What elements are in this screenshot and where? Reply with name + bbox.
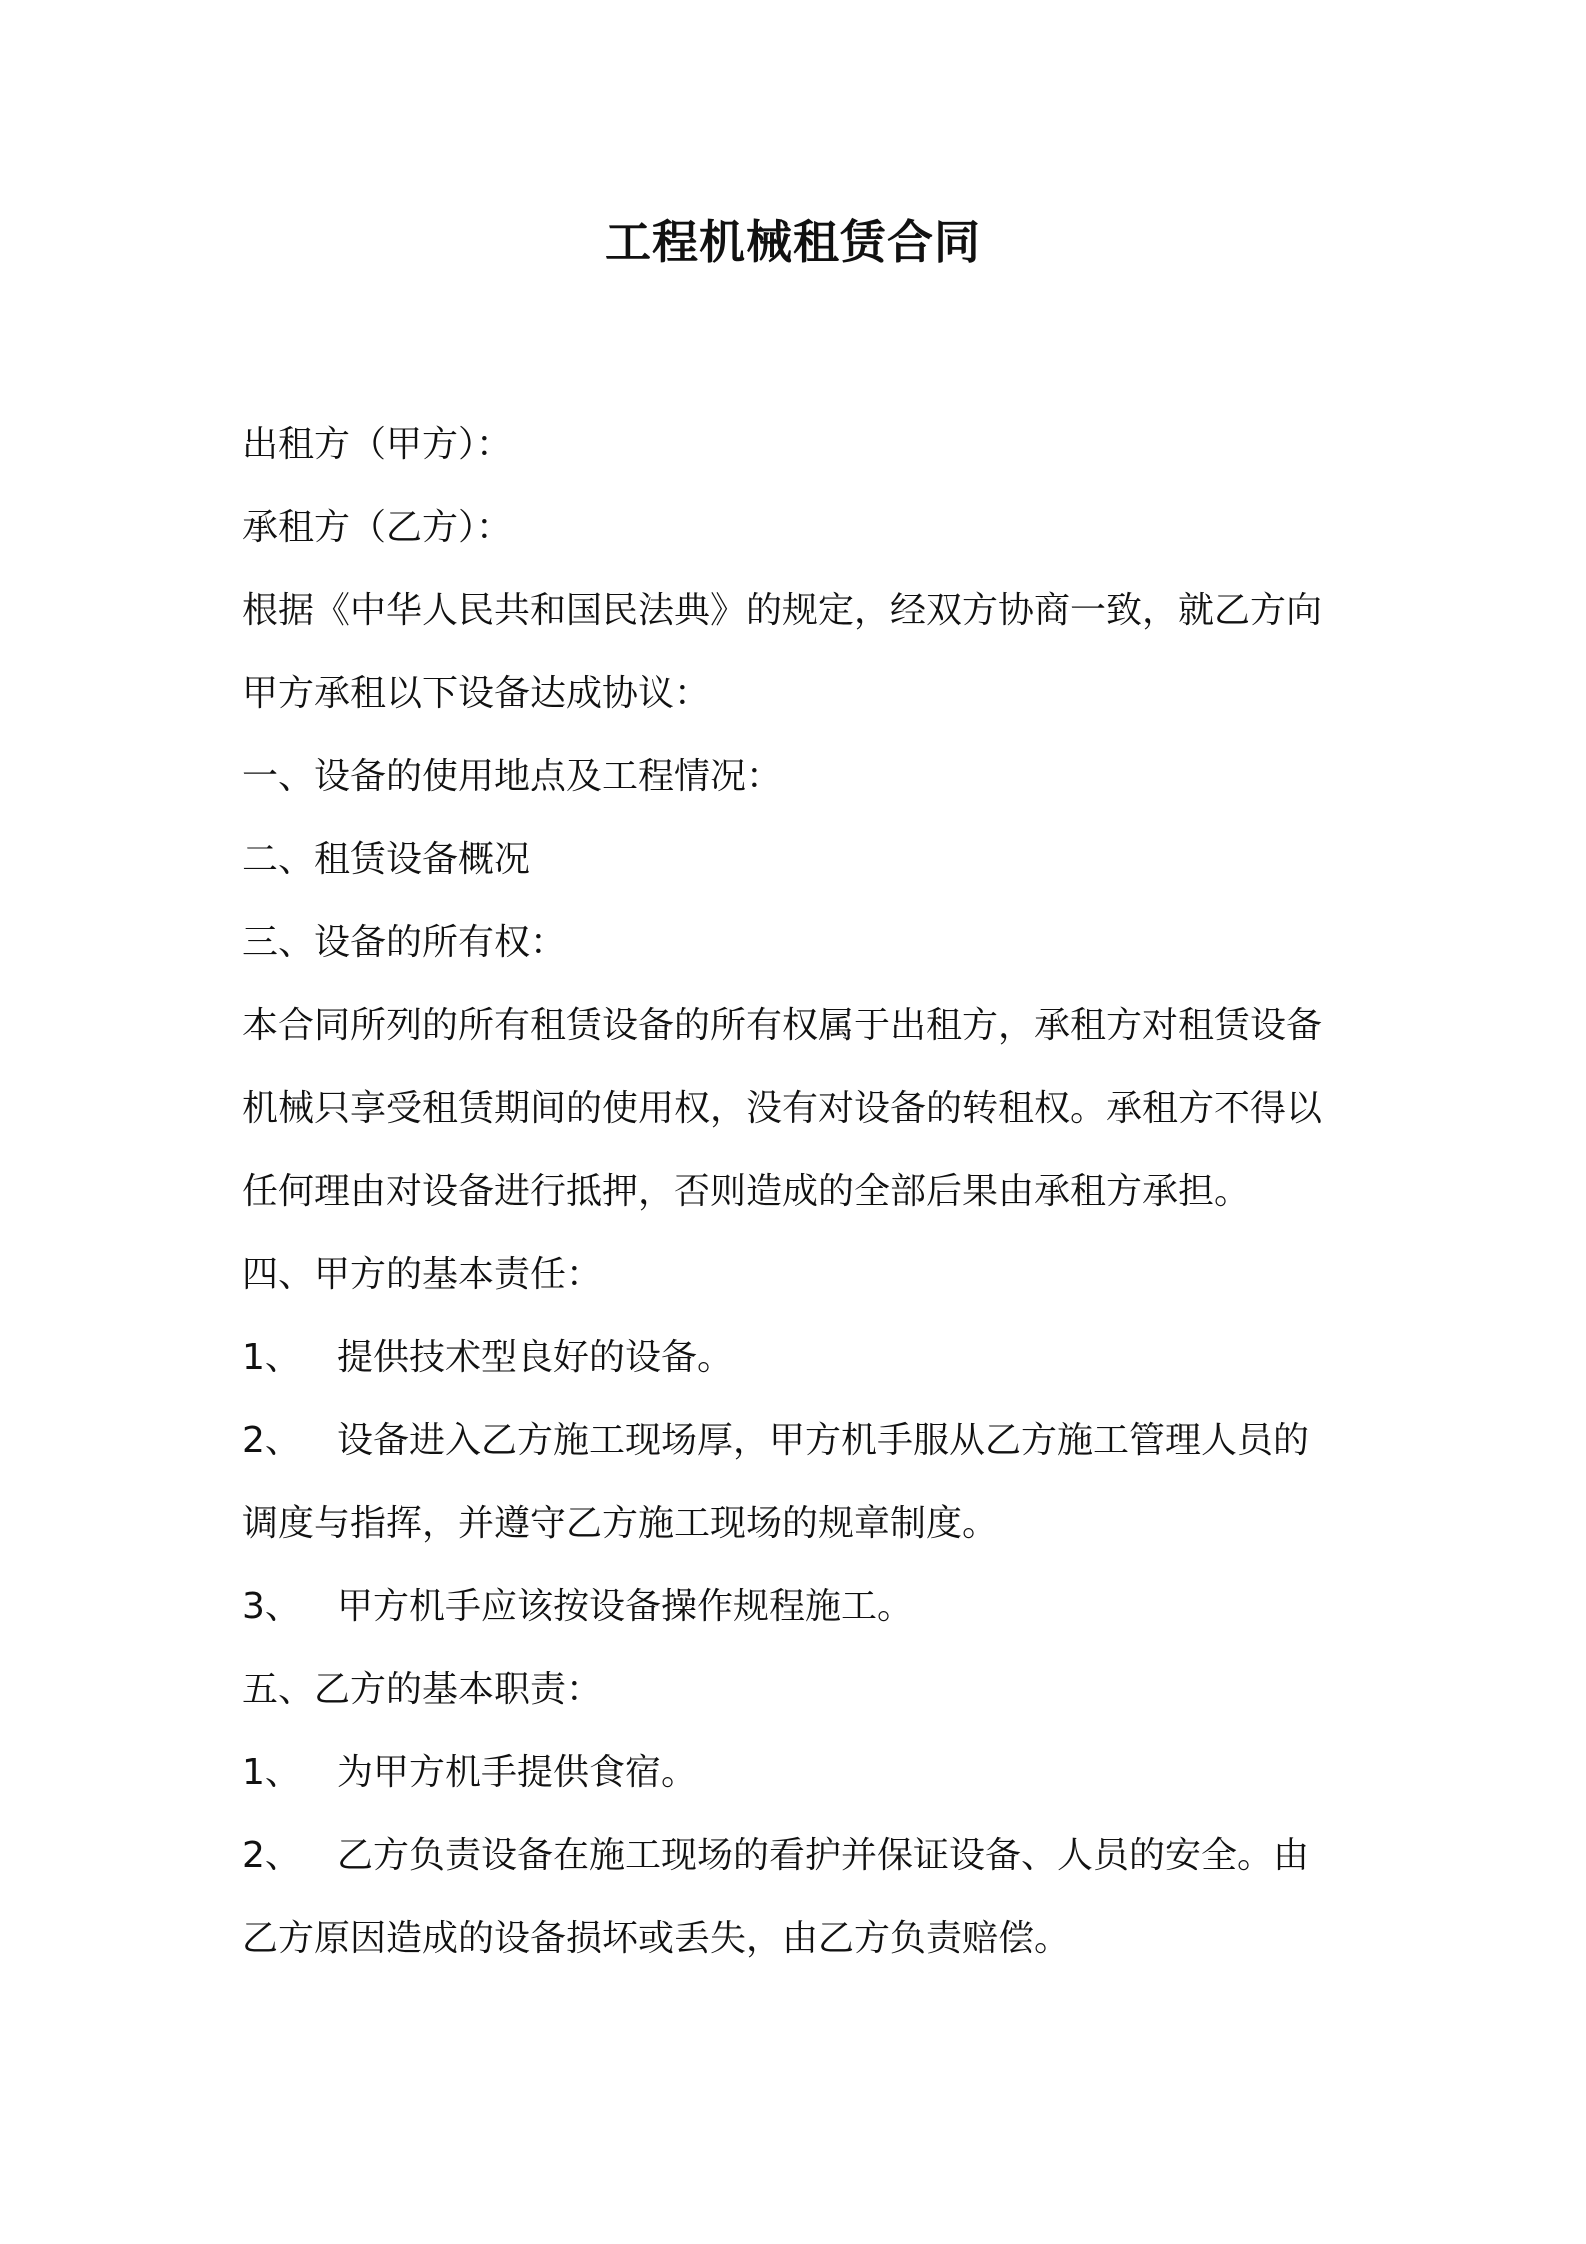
list-item [242,1814,1362,1897]
party-a-line [242,403,1362,486]
line-text: 一、设备的使用地点及工程情况： [242,756,783,797]
line-text: 甲方承租以下设备达成协议： [242,673,711,714]
line-text: 机械只享受租赁期间的使用权，没有对设备的转租权。承租方不得以 [242,1088,1323,1129]
list-item-continuation [242,1897,1362,1980]
list-item [242,1565,1362,1648]
preamble-line-2 [242,652,1362,735]
line-text: 乙方原因造成的设备损坏或丢失，由乙方负责赔偿。 [242,1918,1071,1959]
ownership-paragraph-line-1 [242,984,1362,1067]
line-text: 为甲方机手提供食宿。 [337,1752,698,1793]
line-text: 根据《中华人民共和国民法典》的规定，经双方协商一致，就乙方向 [242,590,1323,631]
line-text: 设备进入乙方施工现场厚，甲方机手服从乙方施工管理人员的 [337,1420,1310,1461]
list-item [242,1399,1362,1482]
section-5-heading [242,1648,1362,1731]
line-text: 二、租赁设备概况 [242,839,531,880]
line-text: 三、设备的所有权： [242,922,567,963]
list-number: 2、 [242,1835,301,1876]
list-number: 3、 [242,1586,301,1627]
line-text: 乙方负责设备在施工现场的看护并保证设备、人员的安全。由 [337,1835,1310,1876]
line-text: 本合同所列的所有租赁设备的所有权属于出租方，承租方对租赁设备 [242,1005,1323,1046]
line-text: 任何理由对设备进行抵押，否则造成的全部后果由承租方承担。 [242,1171,1251,1212]
preamble-line-1 [242,569,1362,652]
list-number: 1、 [242,1337,301,1378]
document-title: 工程机械租赁合同 [605,215,981,269]
section-3-heading [242,901,1362,984]
document-body [242,403,1362,1980]
line-text: 四、甲方的基本责任： [242,1254,603,1295]
list-number: 1、 [242,1752,301,1793]
list-item [242,1731,1362,1814]
list-number: 2、 [242,1420,301,1461]
ownership-paragraph-line-2 [242,1067,1362,1150]
section-4-heading [242,1233,1362,1316]
section-1-heading [242,735,1362,818]
ownership-paragraph-line-3 [242,1150,1362,1233]
line-text: 五、乙方的基本职责： [242,1669,603,1710]
line-text: 调度与指挥，并遵守乙方施工现场的规章制度。 [242,1503,999,1544]
line-text: 出租方（甲方）： [242,424,513,465]
party-b-line [242,486,1362,569]
line-text: 提供技术型良好的设备。 [337,1337,734,1378]
list-item-continuation [242,1482,1362,1565]
section-2-heading [242,818,1362,901]
line-text: 甲方机手应该按设备操作规程施工。 [337,1586,914,1627]
line-text: 承租方（乙方）： [242,507,513,548]
list-item [242,1316,1362,1399]
